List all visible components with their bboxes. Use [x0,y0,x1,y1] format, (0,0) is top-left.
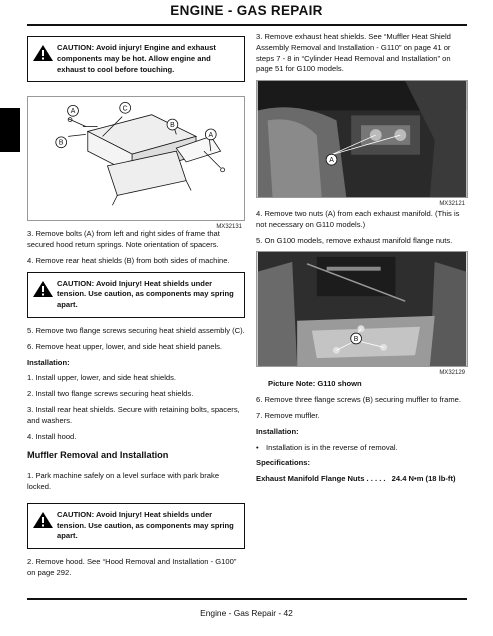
section-tab [0,108,20,152]
step-5: 5. Remove two flange screws securing heat shield assembly (C). [27,326,245,336]
header-rule [27,24,467,26]
svg-text:B: B [58,140,64,148]
installation-label: Installation: [27,357,70,367]
figure-exhaust-manifold-photo [256,80,468,207]
page-footer: Engine - Gas Repair - 42 [200,608,293,618]
spec-value: 24.4 N•m (18 lb-ft) [391,474,456,484]
section-heading-muffler: Muffler Removal and Installation [27,450,169,461]
figure-muffler-photo [256,251,468,376]
right-step-3: 3. Remove exhaust heat shields. See “Muffler Heat Shield Assembly Removal and Installation - G110” on page 41 or steps 7 - 8 in “Cylinder Head Removal and Installation” on page 51 for G100 models. [256,32,451,74]
caution-box-hot [27,36,245,82]
svg-text:C: C [122,105,128,113]
spec-name: Exhaust Manifold Flange Nuts . . . . . [256,474,386,484]
install-bullet-text: Installation is in the reverse of removal. [266,442,398,452]
left-column [27,32,245,584]
svg-text:A: A [208,132,214,140]
footer-rule [27,598,467,600]
install-bullet [256,443,468,454]
step-4: 4. Remove rear heat shields (B) from both sides of machine. [27,255,230,265]
specifications-label: Specifications: [256,458,311,468]
install-3: 3. Install rear heat shields. Secure with retaining bolts, spacers, and washers. [27,404,240,425]
spec-row [256,474,468,485]
caution-text: CAUTION: Avoid Injury! Heat shields under tension. Use caution, as components may spring apart. [57,278,234,310]
installation-label: Installation: [256,426,299,436]
step-6: 6. Remove heat upper, lower, and side heat shield panels. [27,341,223,351]
right-step-5: 5. On G100 models, remove exhaust manifold flange nuts. [256,235,453,245]
svg-text:B: B [170,122,175,130]
right-column [256,32,468,490]
svg-text:A: A [70,108,76,116]
figure-code: MX32129 [439,369,465,376]
figure-code: MX32131 [216,223,242,230]
install-4: 4. Install hood. [27,431,77,441]
figure-code: MX32121 [439,200,465,207]
muffler-photo [257,252,467,366]
page-title: ENGINE - GAS REPAIR [170,3,323,18]
warning-triangle-icon [32,280,54,298]
caution-box-tension [27,272,245,318]
bullet-icon: • [256,442,259,452]
callout-a: A [329,157,334,165]
caution-text: CAUTION: Avoid injury! Engine and exhaust components may be hot. Allow engine and exhaust to cool before touching. [57,43,216,74]
caution-text: CAUTION: Avoid Injury! Heat shields under tension. Use caution, as components may spring apart. [57,509,234,541]
warning-triangle-icon [32,511,54,529]
install-2: 2. Install two flange screws securing heat shields. [27,389,194,399]
figure-heat-shield-diagram [27,96,245,230]
heat-shield-exploded-diagram [28,97,244,220]
picture-note: Picture Note: G110 shown [268,379,362,389]
muffler-step-1: 1. Park machine safely on a level surface with park brake locked. [27,471,220,492]
right-step-4: 4. Remove two nuts (A) from each exhaust manifold. (This is not necessary on G110 models.) [256,209,460,229]
right-step-6: 6. Remove three flange screws (B) securing muffler to frame. [256,395,461,405]
install-1: 1. Install upper, lower, and side heat shields. [27,373,177,383]
exhaust-manifold-photo [257,81,467,197]
callout-b: B [353,336,359,344]
caution-box-tension-2 [27,503,245,549]
warning-triangle-icon [32,44,54,62]
step-3: 3. Remove bolts (A) from left and right sides of frame that secured hood return springs. Note orientation of spacers. [27,229,220,250]
right-step-7: 7. Remove muffler. [256,411,320,421]
muffler-step-2: 2. Remove hood. See “Hood Removal and Installation - G100” on page 292. [27,557,237,578]
